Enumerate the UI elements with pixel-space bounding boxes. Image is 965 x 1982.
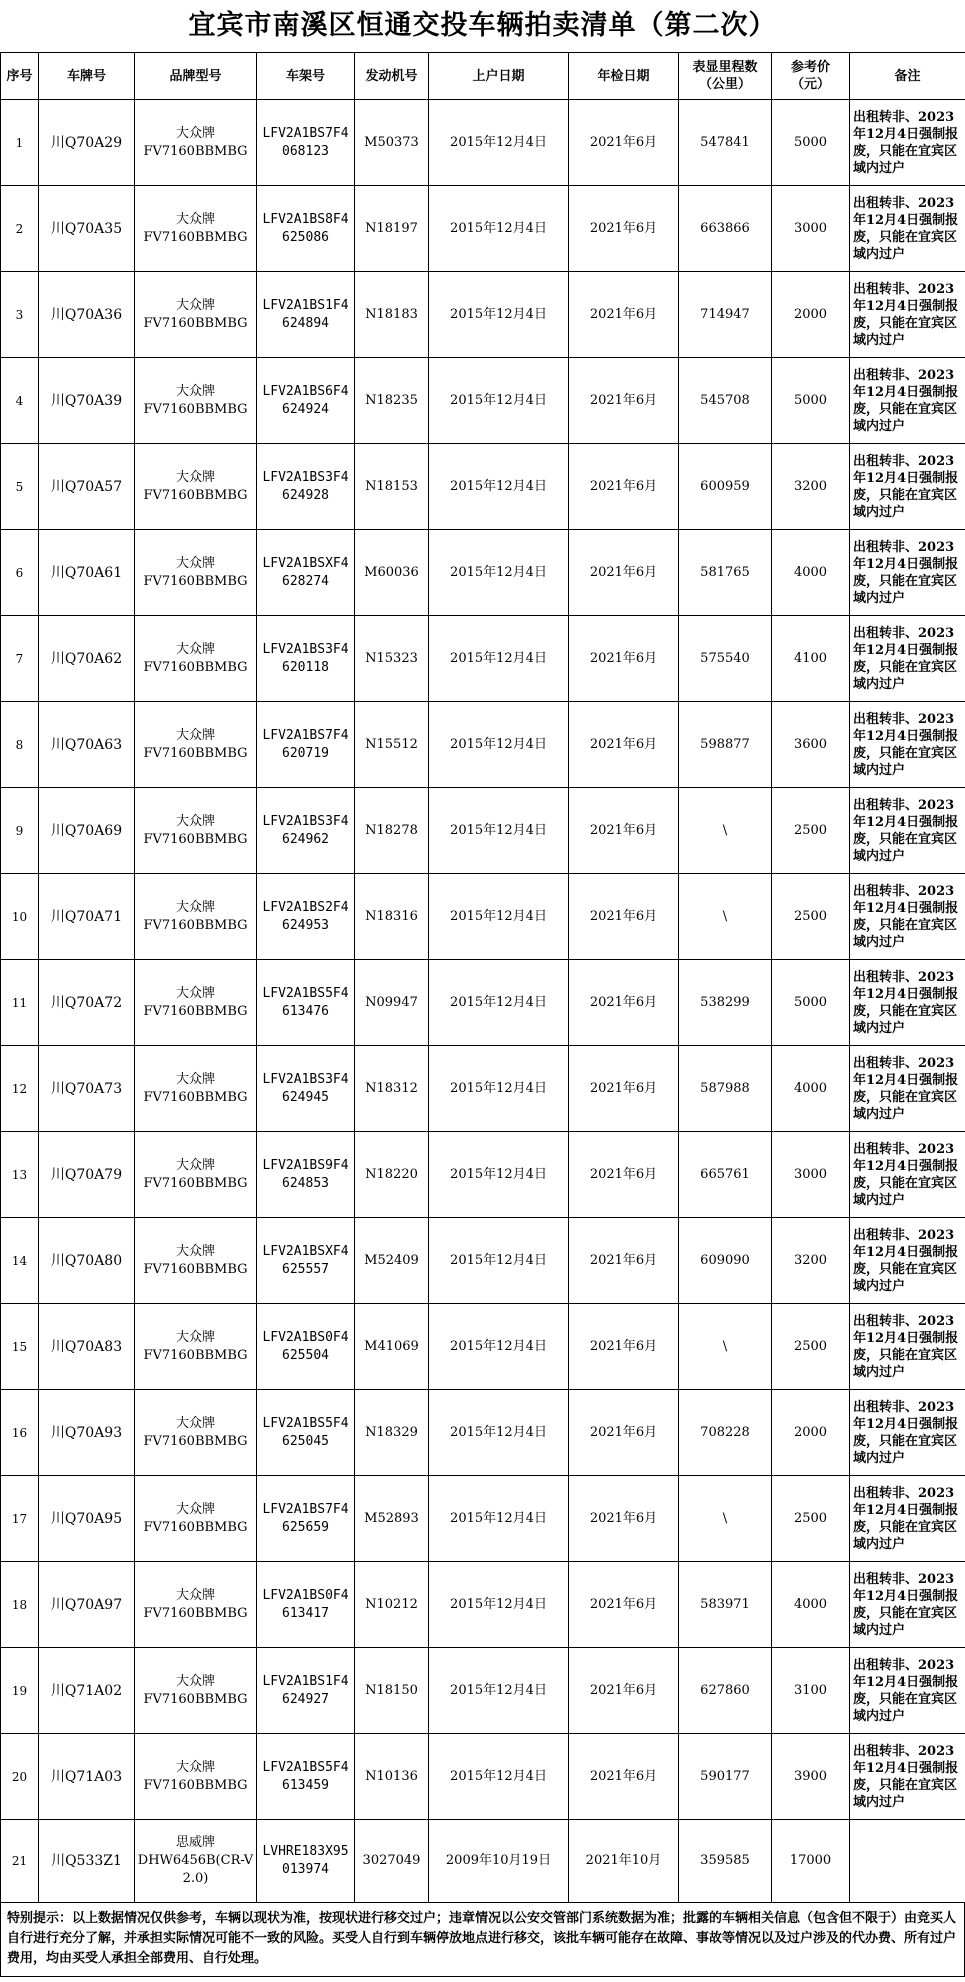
row-price: 2000 <box>772 272 850 358</box>
row-brand-model <box>135 444 257 530</box>
table-row <box>1 1046 965 1132</box>
row-model: FV7160BBMBG <box>143 831 248 847</box>
row-engine: N18197 <box>355 186 429 272</box>
row-engine: N15323 <box>355 616 429 702</box>
row-brand: 大众牌 <box>175 1071 215 1087</box>
row-plate: 川Q70A57 <box>39 444 135 530</box>
row-vin: LVHRE183X95013974 <box>257 1820 355 1903</box>
row-insp-date: 2021年6月 <box>569 1046 679 1132</box>
row-engine: N09947 <box>355 960 429 1046</box>
row-brand: 大众牌 <box>175 555 215 571</box>
row-reg-date: 2015年12月4日 <box>429 1734 569 1820</box>
row-vin: LFV2A1BS3F4620118 <box>257 616 355 702</box>
row-seq: 16 <box>1 1390 39 1476</box>
row-brand: 大众牌 <box>175 899 215 915</box>
row-engine: N10136 <box>355 1734 429 1820</box>
row-reg-date: 2015年12月4日 <box>429 874 569 960</box>
row-remark: 出租转非、2023年12月4日强制报废，只能在宜宾区域内过户 <box>850 874 965 960</box>
row-remark: 出租转非、2023年12月4日强制报废，只能在宜宾区域内过户 <box>850 1304 965 1390</box>
row-plate: 川Q70A73 <box>39 1046 135 1132</box>
row-insp-date: 2021年6月 <box>569 358 679 444</box>
row-reg-date: 2015年12月4日 <box>429 1304 569 1390</box>
row-vin: LFV2A1BS8F4625086 <box>257 186 355 272</box>
header-seq: 序号 <box>1 53 39 100</box>
row-engine: N18235 <box>355 358 429 444</box>
row-model: FV7160BBMBG <box>143 1261 248 1277</box>
header-mileage <box>679 53 772 100</box>
row-brand: 大众牌 <box>175 297 215 313</box>
row-model: FV7160BBMBG <box>143 487 248 503</box>
row-engine: N18183 <box>355 272 429 358</box>
row-plate: 川Q70A83 <box>39 1304 135 1390</box>
row-model: FV7160BBMBG <box>143 1089 248 1105</box>
row-engine: M60036 <box>355 530 429 616</box>
row-brand-model <box>135 1648 257 1734</box>
row-model: FV7160BBMBG <box>143 1691 248 1707</box>
row-insp-date: 2021年6月 <box>569 616 679 702</box>
row-insp-date: 2021年6月 <box>569 1734 679 1820</box>
row-brand: 大众牌 <box>175 469 215 485</box>
row-remark: 出租转非、2023年12月4日强制报废，只能在宜宾区域内过户 <box>850 702 965 788</box>
header-brand: 品牌型号 <box>135 53 257 100</box>
table-row <box>1 100 965 186</box>
row-engine: N18278 <box>355 788 429 874</box>
row-remark: 出租转非、2023年12月4日强制报废，只能在宜宾区域内过户 <box>850 1218 965 1304</box>
row-brand-model <box>135 1562 257 1648</box>
table-row <box>1 186 965 272</box>
table-row <box>1 1390 965 1476</box>
row-price: 2000 <box>772 1390 850 1476</box>
row-remark: 出租转非、2023年12月4日强制报废，只能在宜宾区域内过户 <box>850 1562 965 1648</box>
row-engine: N18316 <box>355 874 429 960</box>
row-brand-model <box>135 358 257 444</box>
row-plate: 川Q70A35 <box>39 186 135 272</box>
row-insp-date: 2021年6月 <box>569 100 679 186</box>
row-price: 2500 <box>772 874 850 960</box>
table-row <box>1 1734 965 1820</box>
row-seq: 9 <box>1 788 39 874</box>
header-remark: 备注 <box>850 53 965 100</box>
row-reg-date: 2015年12月4日 <box>429 1648 569 1734</box>
row-model: FV7160BBMBG <box>143 315 248 331</box>
row-plate: 川Q70A36 <box>39 272 135 358</box>
row-mileage: \ <box>679 1304 772 1390</box>
table-row <box>1 616 965 702</box>
row-price: 5000 <box>772 100 850 186</box>
row-plate: 川Q70A29 <box>39 100 135 186</box>
row-model: FV7160BBMBG <box>143 1433 248 1449</box>
row-insp-date: 2021年6月 <box>569 1304 679 1390</box>
row-seq: 10 <box>1 874 39 960</box>
row-plate: 川Q70A63 <box>39 702 135 788</box>
row-remark <box>850 1820 965 1903</box>
row-mileage: 575540 <box>679 616 772 702</box>
row-model: FV7160BBMBG <box>143 1519 248 1535</box>
row-reg-date: 2015年12月4日 <box>429 1132 569 1218</box>
row-seq: 21 <box>1 1820 39 1903</box>
row-model: FV7160BBMBG <box>143 1777 248 1793</box>
row-model: FV7160BBMBG <box>143 745 248 761</box>
row-insp-date: 2021年10月 <box>569 1820 679 1903</box>
row-seq: 11 <box>1 960 39 1046</box>
table-row <box>1 1820 965 1903</box>
row-engine: M41069 <box>355 1304 429 1390</box>
row-plate: 川Q70A80 <box>39 1218 135 1304</box>
row-brand: 大众牌 <box>175 1329 215 1345</box>
row-brand-model <box>135 1820 257 1903</box>
row-remark: 出租转非、2023年12月4日强制报废，只能在宜宾区域内过户 <box>850 530 965 616</box>
row-vin: LFV2A1BS5F4613459 <box>257 1734 355 1820</box>
table-row <box>1 702 965 788</box>
row-mileage: 583971 <box>679 1562 772 1648</box>
table-row <box>1 960 965 1046</box>
header-price-line1: 参考价 <box>790 60 830 75</box>
special-note: 特别提示：以上数据情况仅供参考，车辆以现状为准，按现状进行移交过户；违章情况以公安交管部门系统数据为准；批露的车辆相关信息（包含但不限于）由竞买人自行进行充分了解，并承担实际情况可能不一致的风险。买受人自行到车辆停放地点进行移交，该批车辆可能存在故障、事故等情况以及过户涉及的代办费、所有过户费用，均由买受人承担全部费用、自行处理。 <box>0 1903 965 1977</box>
row-price: 2500 <box>772 1476 850 1562</box>
row-brand-model <box>135 1390 257 1476</box>
row-reg-date: 2015年12月4日 <box>429 788 569 874</box>
row-plate: 川Q533Z1 <box>39 1820 135 1903</box>
row-remark: 出租转非、2023年12月4日强制报废，只能在宜宾区域内过户 <box>850 1390 965 1476</box>
row-seq: 19 <box>1 1648 39 1734</box>
table-row <box>1 1132 965 1218</box>
row-brand: 大众牌 <box>175 1587 215 1603</box>
row-price: 3600 <box>772 702 850 788</box>
header-price <box>772 53 850 100</box>
row-remark: 出租转非、2023年12月4日强制报废，只能在宜宾区域内过户 <box>850 1476 965 1562</box>
row-seq: 18 <box>1 1562 39 1648</box>
row-seq: 5 <box>1 444 39 530</box>
row-remark: 出租转非、2023年12月4日强制报废，只能在宜宾区域内过户 <box>850 1734 965 1820</box>
table-row <box>1 1562 965 1648</box>
row-insp-date: 2021年6月 <box>569 788 679 874</box>
row-plate: 川Q70A97 <box>39 1562 135 1648</box>
row-price: 3200 <box>772 1218 850 1304</box>
row-brand-model <box>135 874 257 960</box>
row-seq: 17 <box>1 1476 39 1562</box>
row-insp-date: 2021年6月 <box>569 444 679 530</box>
table-row <box>1 874 965 960</box>
header-reg-date: 上户日期 <box>429 53 569 100</box>
row-price: 4000 <box>772 1562 850 1648</box>
table-row <box>1 358 965 444</box>
row-mileage: 587988 <box>679 1046 772 1132</box>
row-brand: 思威牌 <box>175 1835 215 1850</box>
row-price: 5000 <box>772 960 850 1046</box>
row-price: 2500 <box>772 1304 850 1390</box>
row-reg-date: 2015年12月4日 <box>429 1390 569 1476</box>
row-seq: 3 <box>1 272 39 358</box>
row-remark: 出租转非、2023年12月4日强制报废，只能在宜宾区域内过户 <box>850 186 965 272</box>
row-price: 3900 <box>772 1734 850 1820</box>
row-insp-date: 2021年6月 <box>569 1562 679 1648</box>
row-remark: 出租转非、2023年12月4日强制报废，只能在宜宾区域内过户 <box>850 444 965 530</box>
row-mileage: \ <box>679 788 772 874</box>
row-price: 5000 <box>772 358 850 444</box>
row-brand-model <box>135 788 257 874</box>
row-reg-date: 2015年12月4日 <box>429 1218 569 1304</box>
row-vin: LFV2A1BSXF4628274 <box>257 530 355 616</box>
row-brand: 大众牌 <box>175 1415 215 1431</box>
row-brand: 大众牌 <box>175 1501 215 1517</box>
row-reg-date: 2015年12月4日 <box>429 1476 569 1562</box>
row-vin: LFV2A1BS3F4624928 <box>257 444 355 530</box>
row-remark: 出租转非、2023年12月4日强制报废，只能在宜宾区域内过户 <box>850 960 965 1046</box>
row-seq: 1 <box>1 100 39 186</box>
row-model: FV7160BBMBG <box>143 573 248 589</box>
row-reg-date: 2009年10月19日 <box>429 1820 569 1903</box>
row-insp-date: 2021年6月 <box>569 1390 679 1476</box>
row-vin: LFV2A1BSXF4625557 <box>257 1218 355 1304</box>
row-reg-date: 2015年12月4日 <box>429 358 569 444</box>
table-header-row <box>1 53 965 100</box>
row-remark: 出租转非、2023年12月4日强制报废，只能在宜宾区域内过户 <box>850 358 965 444</box>
row-brand: 大众牌 <box>175 211 215 227</box>
row-brand: 大众牌 <box>175 1759 215 1775</box>
row-seq: 12 <box>1 1046 39 1132</box>
row-insp-date: 2021年6月 <box>569 702 679 788</box>
table-row <box>1 444 965 530</box>
row-mileage: 590177 <box>679 1734 772 1820</box>
table-body <box>1 100 965 1903</box>
row-insp-date: 2021年6月 <box>569 1648 679 1734</box>
row-reg-date: 2015年12月4日 <box>429 702 569 788</box>
row-mileage: 598877 <box>679 702 772 788</box>
row-seq: 14 <box>1 1218 39 1304</box>
row-engine: N10212 <box>355 1562 429 1648</box>
row-brand-model <box>135 1734 257 1820</box>
row-insp-date: 2021年6月 <box>569 960 679 1046</box>
row-mileage: 600959 <box>679 444 772 530</box>
row-model: FV7160BBMBG <box>143 143 248 159</box>
row-vin: LFV2A1BS6F4624924 <box>257 358 355 444</box>
header-plate: 车牌号 <box>39 53 135 100</box>
row-mileage: 581765 <box>679 530 772 616</box>
row-plate: 川Q70A72 <box>39 960 135 1046</box>
row-reg-date: 2015年12月4日 <box>429 100 569 186</box>
row-vin: LFV2A1BS2F4624953 <box>257 874 355 960</box>
row-seq: 20 <box>1 1734 39 1820</box>
row-mileage: 663866 <box>679 186 772 272</box>
row-price: 17000 <box>772 1820 850 1903</box>
row-seq: 2 <box>1 186 39 272</box>
row-engine: M52409 <box>355 1218 429 1304</box>
row-mileage: 547841 <box>679 100 772 186</box>
row-brand-model <box>135 1304 257 1390</box>
row-brand-model <box>135 702 257 788</box>
row-plate: 川Q70A69 <box>39 788 135 874</box>
header-vin: 车架号 <box>257 53 355 100</box>
row-plate: 川Q70A71 <box>39 874 135 960</box>
row-brand-model <box>135 186 257 272</box>
header-engine: 发动机号 <box>355 53 429 100</box>
row-mileage: 708228 <box>679 1390 772 1476</box>
row-reg-date: 2015年12月4日 <box>429 616 569 702</box>
row-brand-model <box>135 1476 257 1562</box>
row-brand: 大众牌 <box>175 985 215 1001</box>
row-reg-date: 2015年12月4日 <box>429 1046 569 1132</box>
row-brand-model <box>135 1218 257 1304</box>
row-reg-date: 2015年12月4日 <box>429 272 569 358</box>
row-vin: LFV2A1BS3F4624962 <box>257 788 355 874</box>
table-row <box>1 272 965 358</box>
row-insp-date: 2021年6月 <box>569 530 679 616</box>
row-plate: 川Q70A61 <box>39 530 135 616</box>
row-reg-date: 2015年12月4日 <box>429 186 569 272</box>
row-vin: LFV2A1BS3F4624945 <box>257 1046 355 1132</box>
row-vin: LFV2A1BS1F4624927 <box>257 1648 355 1734</box>
row-vin: LFV2A1BS1F4624894 <box>257 272 355 358</box>
row-vin: LFV2A1BS9F4624853 <box>257 1132 355 1218</box>
row-model: FV7160BBMBG <box>143 229 248 245</box>
page-title: 宜宾市南溪区恒通交投车辆拍卖清单（第二次） <box>188 10 777 41</box>
row-engine: M50373 <box>355 100 429 186</box>
row-mileage: 545708 <box>679 358 772 444</box>
row-engine: N18329 <box>355 1390 429 1476</box>
row-brand-model <box>135 616 257 702</box>
header-price-line2: （元） <box>790 77 830 92</box>
row-plate: 川Q70A95 <box>39 1476 135 1562</box>
row-reg-date: 2015年12月4日 <box>429 960 569 1046</box>
row-brand: 大众牌 <box>175 1243 215 1259</box>
row-mileage: \ <box>679 1476 772 1562</box>
row-brand-model <box>135 100 257 186</box>
row-remark: 出租转非、2023年12月4日强制报废，只能在宜宾区域内过户 <box>850 272 965 358</box>
row-brand: 大众牌 <box>175 641 215 657</box>
row-brand: 大众牌 <box>175 1673 215 1689</box>
row-insp-date: 2021年6月 <box>569 1218 679 1304</box>
row-insp-date: 2021年6月 <box>569 272 679 358</box>
row-remark: 出租转非、2023年12月4日强制报废，只能在宜宾区域内过户 <box>850 1132 965 1218</box>
row-seq: 15 <box>1 1304 39 1390</box>
row-price: 3200 <box>772 444 850 530</box>
row-mileage: 538299 <box>679 960 772 1046</box>
row-reg-date: 2015年12月4日 <box>429 1562 569 1648</box>
row-vin: LFV2A1BS0F4613417 <box>257 1562 355 1648</box>
vehicle-table <box>0 52 965 1903</box>
row-vin: LFV2A1BS7F4625659 <box>257 1476 355 1562</box>
row-mileage: 665761 <box>679 1132 772 1218</box>
row-brand-model <box>135 1132 257 1218</box>
header-insp-date: 年检日期 <box>569 53 679 100</box>
row-seq: 7 <box>1 616 39 702</box>
table-row <box>1 1476 965 1562</box>
table-row <box>1 788 965 874</box>
row-price: 2500 <box>772 788 850 874</box>
row-brand: 大众牌 <box>175 727 215 743</box>
row-engine: N18150 <box>355 1648 429 1734</box>
row-remark: 出租转非、2023年12月4日强制报废，只能在宜宾区域内过户 <box>850 1648 965 1734</box>
header-mileage-line1: 表显里程数 <box>692 60 758 75</box>
row-brand: 大众牌 <box>175 813 215 829</box>
row-model: FV7160BBMBG <box>143 1175 248 1191</box>
row-plate: 川Q70A39 <box>39 358 135 444</box>
row-vin: LFV2A1BS0F4625504 <box>257 1304 355 1390</box>
row-remark: 出租转非、2023年12月4日强制报废，只能在宜宾区域内过户 <box>850 100 965 186</box>
row-model: DHW6456B(CR-V 2.0) <box>137 1853 254 1886</box>
row-vin: LFV2A1BS5F4625045 <box>257 1390 355 1476</box>
row-insp-date: 2021年6月 <box>569 186 679 272</box>
row-insp-date: 2021年6月 <box>569 1476 679 1562</box>
row-model: FV7160BBMBG <box>143 659 248 675</box>
row-price: 4000 <box>772 1046 850 1132</box>
row-reg-date: 2015年12月4日 <box>429 444 569 530</box>
row-insp-date: 2021年6月 <box>569 1132 679 1218</box>
row-engine: N15512 <box>355 702 429 788</box>
row-engine: 3027049 <box>355 1820 429 1903</box>
row-vin: LFV2A1BS5F4613476 <box>257 960 355 1046</box>
header-mileage-line2: （公里） <box>698 77 751 92</box>
row-mileage: 627860 <box>679 1648 772 1734</box>
row-price: 3000 <box>772 186 850 272</box>
row-brand: 大众牌 <box>175 383 215 399</box>
row-model: FV7160BBMBG <box>143 1605 248 1621</box>
row-plate: 川Q70A62 <box>39 616 135 702</box>
row-price: 3000 <box>772 1132 850 1218</box>
row-brand: 大众牌 <box>175 1157 215 1173</box>
row-engine: N18153 <box>355 444 429 530</box>
row-seq: 6 <box>1 530 39 616</box>
table-row <box>1 1648 965 1734</box>
row-engine: M52893 <box>355 1476 429 1562</box>
row-brand-model <box>135 1046 257 1132</box>
row-brand-model <box>135 272 257 358</box>
table-row <box>1 530 965 616</box>
row-model: FV7160BBMBG <box>143 401 248 417</box>
row-vin: LFV2A1BS7F4620719 <box>257 702 355 788</box>
row-mileage: \ <box>679 874 772 960</box>
row-seq: 4 <box>1 358 39 444</box>
row-vin: LFV2A1BS7F4068123 <box>257 100 355 186</box>
row-mileage: 609090 <box>679 1218 772 1304</box>
row-insp-date: 2021年6月 <box>569 874 679 960</box>
row-model: FV7160BBMBG <box>143 917 248 933</box>
row-plate: 川Q70A93 <box>39 1390 135 1476</box>
row-mileage: 714947 <box>679 272 772 358</box>
table-row <box>1 1218 965 1304</box>
row-remark: 出租转非、2023年12月4日强制报废，只能在宜宾区域内过户 <box>850 788 965 874</box>
row-engine: N18312 <box>355 1046 429 1132</box>
row-engine: N18220 <box>355 1132 429 1218</box>
row-plate: 川Q71A03 <box>39 1734 135 1820</box>
table-row <box>1 1304 965 1390</box>
row-remark: 出租转非、2023年12月4日强制报废，只能在宜宾区域内过户 <box>850 1046 965 1132</box>
row-remark: 出租转非、2023年12月4日强制报废，只能在宜宾区域内过户 <box>850 616 965 702</box>
row-reg-date: 2015年12月4日 <box>429 530 569 616</box>
row-seq: 13 <box>1 1132 39 1218</box>
row-plate: 川Q71A02 <box>39 1648 135 1734</box>
row-price: 4100 <box>772 616 850 702</box>
row-brand-model <box>135 530 257 616</box>
row-mileage: 359585 <box>679 1820 772 1903</box>
row-model: FV7160BBMBG <box>143 1003 248 1019</box>
row-price: 3100 <box>772 1648 850 1734</box>
row-seq: 8 <box>1 702 39 788</box>
row-brand-model <box>135 960 257 1046</box>
row-plate: 川Q70A79 <box>39 1132 135 1218</box>
row-model: FV7160BBMBG <box>143 1347 248 1363</box>
row-brand: 大众牌 <box>175 125 215 141</box>
row-price: 4000 <box>772 530 850 616</box>
